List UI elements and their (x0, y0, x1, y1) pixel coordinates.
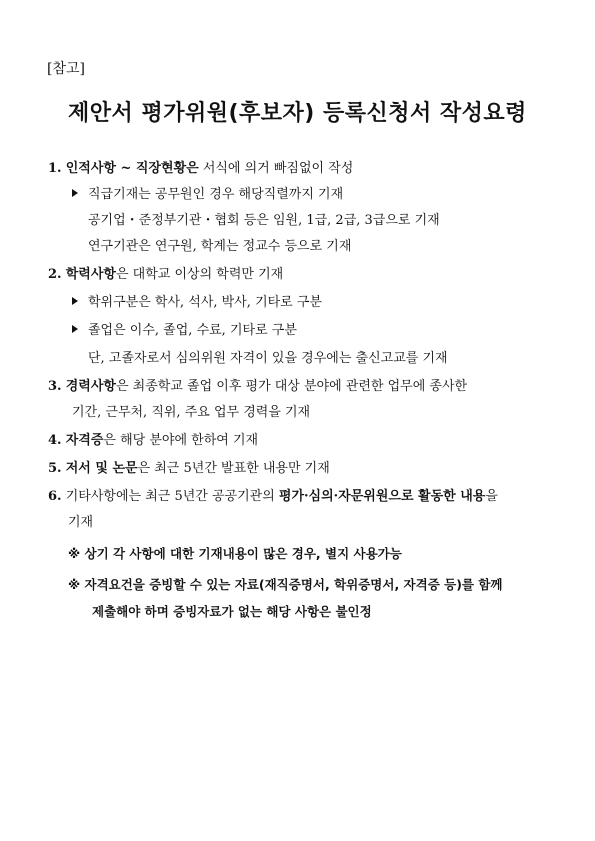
item-3-continuation: 기간, 근무처, 직위, 주요 업무 경력을 기재 (72, 405, 311, 420)
item-1-heading: 인적사항 ~ 직장현황은 (65, 161, 199, 176)
item-3-number: 3. (48, 379, 62, 394)
item-1-text: 서식에 의거 빠짐없이 작성 (198, 161, 354, 176)
item-4-text: 은 해당 분야에 한하여 기재 (103, 433, 259, 448)
item-4-number: 4. (48, 433, 62, 448)
item-6-pre-text: 기타사항에는 최근 5년간 공공기관의 (65, 489, 279, 504)
item-4 (48, 432, 258, 450)
item-2-sub-3: 단, 고졸자로서 심의위원 자격이 있을 경우에는 출신고교를 기재 (88, 351, 448, 366)
item-6-number: 6. (48, 489, 62, 504)
item-2-number: 2. (48, 267, 62, 282)
item-3-text: 은 최종학교 졸업 이후 평가 대상 분야에 관련한 업무에 종사한 (115, 379, 468, 394)
item-2-heading: 학력사항 (65, 267, 116, 282)
item-1-sub-3: 연구기관은 연구원, 학계는 정교수 등으로 기재 (88, 239, 352, 254)
item-5-heading: 저서 및 논문 (65, 461, 138, 476)
item-5 (48, 460, 330, 478)
item-6 (48, 488, 498, 506)
item-2-sub-2-text: 졸업은 이수, 졸업, 수료, 기타로 구분 (88, 323, 297, 338)
item-2 (48, 266, 283, 284)
item-1 (48, 160, 353, 178)
note-2: ※ 자격요건을 증빙할 수 있는 자료(재직증명서, 학위증명서, 자격증 등)를 함께 (68, 577, 503, 592)
page-title: 제안서 평가위원(후보자) 등록신청서 작성요령 (68, 101, 527, 126)
item-1-number: 1. (48, 161, 62, 176)
item-6-text: 을 (485, 489, 498, 504)
item-1-sub-1-text: 직급기재는 공무원인 경우 해당직렬까지 기재 (88, 187, 344, 202)
item-5-number: 5. (48, 461, 62, 476)
item-2-sub-1-text: 학위구분은 학사, 석사, 박사, 기타로 구분 (88, 295, 322, 310)
item-4-heading: 자격증 (65, 433, 104, 448)
reference-label: [참고] (47, 61, 85, 77)
item-6-continuation: 기재 (68, 515, 94, 530)
item-2-sub-1 (72, 294, 322, 312)
item-1-sub-2: 공기업・준정부기관・협회 등은 임원, 1급, 2급, 3급으로 기재 (88, 213, 440, 228)
item-2-text: 은 대학교 이상의 학력만 기재 (115, 267, 284, 282)
note-2-continuation: 제출해야 하며 증빙자료가 없는 해당 사항은 불인정 (92, 604, 372, 619)
bullet-arrow-icon (72, 325, 78, 333)
bullet-arrow-icon (72, 297, 78, 305)
item-3-heading: 경력사항 (65, 379, 116, 394)
bullet-arrow-icon (72, 189, 78, 197)
item-2-sub-2 (72, 322, 297, 340)
item-6-heading: 평가·심의·자문위원으로 활동한 내용 (278, 489, 486, 504)
item-5-text: 은 최근 5년간 발표한 내용만 기재 (137, 461, 330, 476)
item-3 (48, 378, 467, 396)
item-1-sub-1 (72, 186, 343, 204)
note-1: ※ 상기 각 사항에 대한 기재내용이 많은 경우, 별지 사용가능 (68, 546, 402, 561)
